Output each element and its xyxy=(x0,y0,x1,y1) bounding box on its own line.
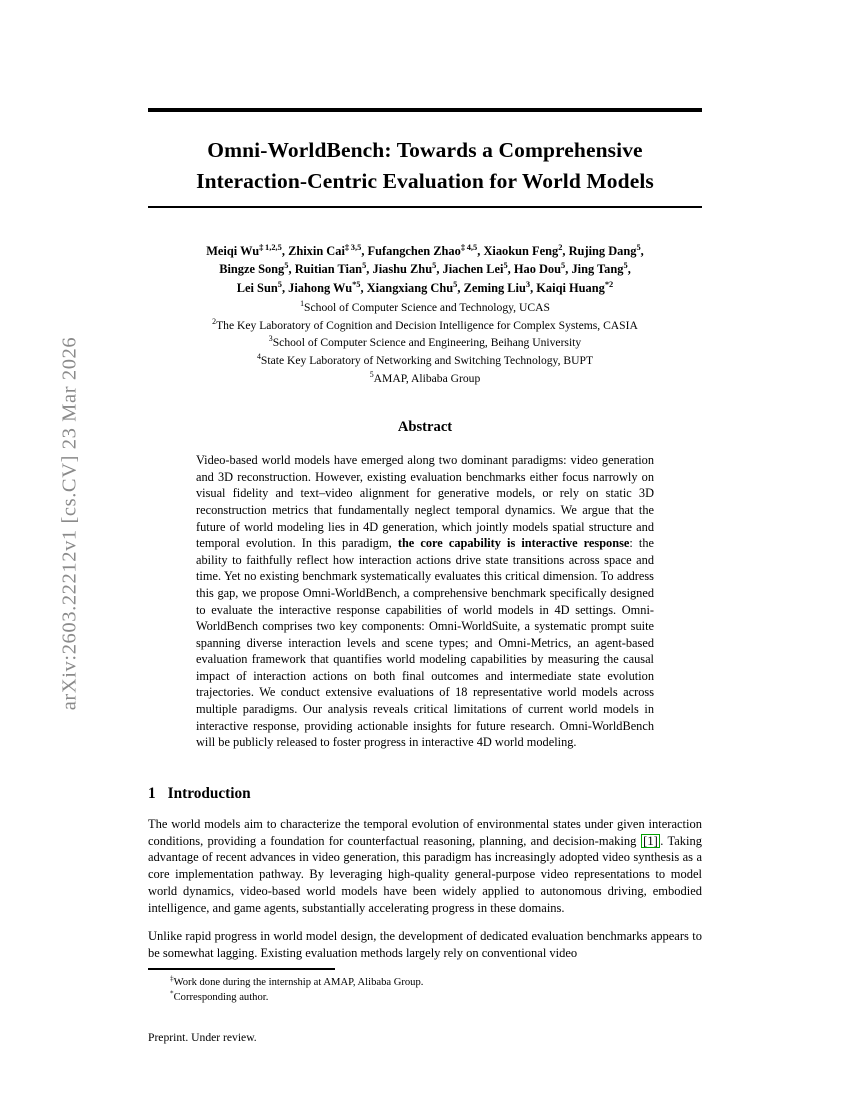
affiliation-marker: 4 xyxy=(256,352,261,362)
author-separator: , xyxy=(361,244,368,259)
affiliation-text: School of Computer Science and Engineering, Beihang University xyxy=(272,336,582,350)
footnote-item xyxy=(148,990,702,1005)
author-line-3 xyxy=(148,279,702,297)
author-affiliation-marker: ‡ 1,2,5 xyxy=(259,241,282,252)
author-separator: , xyxy=(366,262,373,277)
intro-paragraph-2: Unlike rapid progress in world model design, the development of dedicated evaluation benchmarks appears to be somewhat lagging. Existing evaluation methods largely rely on conventional video xyxy=(148,928,702,960)
abstract-body xyxy=(196,452,654,751)
header-rule-bottom xyxy=(148,206,702,208)
author-affiliation-marker: 3 xyxy=(525,278,531,289)
author-affiliation-marker: 5 xyxy=(277,278,282,289)
author-name xyxy=(373,262,437,276)
title-line-2: Interaction-Centric Evaluation for World Models xyxy=(196,168,654,193)
author-name xyxy=(571,262,627,276)
intro-p1-text-after-citation: . Taking advantage of recent advances in video generation, this paradigm has increasingly adopted video synthesis as a core implementation pathway. By leveraging high-quality general-purpose video representations to model world dynamics, video-based world models have been widely applied to autonomous driving, embodied intelligence, and game agents, substantially accelerating progress in these domains. xyxy=(148,833,702,915)
author-separator: , xyxy=(477,244,484,259)
author-affiliation-marker: 5 xyxy=(503,260,508,271)
author-name-text: Meiqi Wu xyxy=(206,244,260,259)
author-name-text: Jiahong Wu xyxy=(288,280,353,295)
affiliation-item xyxy=(148,317,702,335)
affiliation-marker: 2 xyxy=(212,316,217,326)
author-name-text: Fufangchen Zhao xyxy=(367,244,461,259)
author-name-text: Jiashu Zhu xyxy=(372,262,433,277)
author-name-text: Xiangxiang Chu xyxy=(366,280,454,295)
intro-paragraph-1 xyxy=(148,816,702,917)
author-name xyxy=(536,278,614,295)
author-name-text: Rujing Dang xyxy=(568,244,637,259)
abstract-part-1: Video-based world models have emerged along two dominant paradigms: video generation and 3D reconstruction. However, existing evaluation benchmarks either focus narrowly on visual fidelity and text–video alignment for generative models, or rely on static 3D reconstruction metrics that fundamentally neglect temporal dynamics. We argue that the future of world modeling lies in 4D generation, which jointly models spatial structure and temporal evolution. In this paradigm, xyxy=(196,453,654,551)
section-number: 1 xyxy=(148,784,156,802)
author-name-text: Lei Sun xyxy=(236,280,278,295)
author-list xyxy=(148,242,702,297)
author-affiliation-marker: 5 xyxy=(636,241,641,252)
author-name-text: Zeming Liu xyxy=(463,280,526,295)
affiliation-item xyxy=(148,334,702,352)
abstract-heading: Abstract xyxy=(397,419,453,436)
author-name-text: Jiachen Lei xyxy=(442,262,504,277)
author-separator: , xyxy=(281,280,289,295)
intro-p1-text-before-citation: The world models aim to characterize the temporal evolution of environmental states under given interaction conditions, providing a foundation for counterfactual reasoning, planning, and decision-making xyxy=(148,816,702,848)
author-name xyxy=(568,241,641,259)
author-name-text: Jing Tang xyxy=(571,262,624,277)
author-affiliation-marker: 5 xyxy=(623,260,628,271)
affiliation-text: State Key Laboratory of Networking and Switching Technology, BUPT xyxy=(260,353,594,367)
author-affiliation-marker: 5 xyxy=(284,260,289,271)
author-separator: , xyxy=(360,280,367,295)
abstract-bold-phrase: the core capability is interactive response xyxy=(397,536,630,551)
author-name xyxy=(443,262,508,276)
author-name xyxy=(288,278,361,295)
preprint-note: Preprint. Under review. xyxy=(148,1030,257,1044)
author-name xyxy=(219,262,288,276)
affiliation-text: The Key Laboratory of Cognition and Decision Intelligence for Complex Systems, CASIA xyxy=(216,318,638,332)
affiliation-marker: 5 xyxy=(369,369,374,379)
affiliation-item xyxy=(148,352,702,370)
citation-link-1[interactable]: [1] xyxy=(643,833,658,848)
footnote-marker: * xyxy=(170,989,174,998)
author-separator: , xyxy=(565,262,572,277)
author-affiliation-marker: 5 xyxy=(362,260,367,271)
abstract-part-2: : the ability to faithfully reflect how interaction actions drive state transitions across space and time. Yet no existing benchmark systematically evaluates this critical dimension. To address this gap, we propose Omni-WorldBench, a comprehensive benchmark specifically designed to evaluate the interactive response capabilities of world models in 4D settings. Omni-WorldBench comprises two key components: Omni-WorldSuite, a systematic prompt suite spanning diverse interaction levels and scene types; and Omni-Metrics, an agent-based evaluation framework that quantifies world modeling capabilities by measuring the causal impact of interaction actions on both final outcomes and intermediate state evolution trajectories. We conduct extensive evaluations of 18 representative world models across multiple paradigms. Our analysis reveals critical limitations of current world models in interactive response, providing actionable insights for future research. Omni-WorldBench will be publicly released to foster progress in interactive 4D world modeling. xyxy=(196,536,654,750)
footnote-text: Corresponding author. xyxy=(173,991,269,1003)
page-title xyxy=(148,135,702,196)
section-heading-introduction xyxy=(148,785,702,803)
footnote-rule xyxy=(148,968,335,969)
section-title: Introduction xyxy=(167,784,251,802)
affiliation-text: AMAP, Alibaba Group xyxy=(373,371,481,385)
author-separator: , xyxy=(640,244,644,259)
affiliation-marker: 3 xyxy=(268,334,273,344)
paper-page xyxy=(148,0,702,1100)
affiliation-item xyxy=(148,370,702,388)
author-affiliation-marker: ‡ 4,5 xyxy=(460,241,478,252)
author-name-text: Ruitian Tian xyxy=(294,262,363,277)
footnote-text: Work done during the internship at AMAP, Alibaba Group. xyxy=(173,976,424,988)
author-name xyxy=(514,262,565,276)
author-separator: , xyxy=(281,244,289,259)
author-name xyxy=(288,241,362,259)
author-name-text: Kaiqi Huang xyxy=(536,280,605,295)
affiliation-item xyxy=(148,299,702,317)
author-name xyxy=(463,278,531,295)
author-separator: , xyxy=(288,262,295,277)
author-separator: , xyxy=(457,280,464,295)
author-name xyxy=(366,278,458,295)
author-name xyxy=(483,241,563,259)
author-affiliation-marker: *2 xyxy=(604,278,614,289)
arxiv-stamp-text: arXiv:2603.22212v1 [cs.CV] 23 Mar 2026 xyxy=(58,336,81,711)
affiliation-text: School of Computer Science and Technology, UCAS xyxy=(304,301,550,315)
author-separator: , xyxy=(436,262,443,277)
footnote-area xyxy=(148,968,702,1004)
author-line-1 xyxy=(148,242,702,260)
author-name-text: Xiaokun Feng xyxy=(483,244,559,259)
title-line-1: Omni-WorldBench: Towards a Comprehensive xyxy=(207,138,643,162)
author-affiliation-marker: 2 xyxy=(558,241,563,252)
author-separator: , xyxy=(530,280,537,295)
author-affiliation-marker: 5 xyxy=(453,278,458,289)
author-affiliation-marker: ‡ 3,5 xyxy=(344,241,362,252)
affiliation-marker: 1 xyxy=(300,299,305,309)
author-name xyxy=(236,278,282,295)
footnote-item xyxy=(148,975,702,990)
arxiv-stamp xyxy=(0,0,120,1100)
author-name-text: Hao Dou xyxy=(513,262,562,277)
author-affiliation-marker: 5 xyxy=(561,260,566,271)
author-line-2 xyxy=(148,260,702,278)
author-separator: , xyxy=(507,262,514,277)
citation-number: 1 xyxy=(647,833,654,848)
author-name xyxy=(367,241,478,259)
author-separator: , xyxy=(562,244,569,259)
footnote-marker: ‡ xyxy=(170,974,174,982)
author-name xyxy=(206,241,282,259)
author-name-text: Bingze Song xyxy=(219,262,285,277)
author-name xyxy=(295,262,367,276)
author-name-text: Zhixin Cai xyxy=(288,244,345,259)
author-separator: , xyxy=(627,262,631,277)
author-affiliation-marker: *5 xyxy=(352,278,361,289)
author-affiliation-marker: 5 xyxy=(432,260,437,271)
header-rule-top xyxy=(148,108,702,112)
affiliation-list xyxy=(148,299,702,387)
footnote-list xyxy=(148,975,702,1005)
